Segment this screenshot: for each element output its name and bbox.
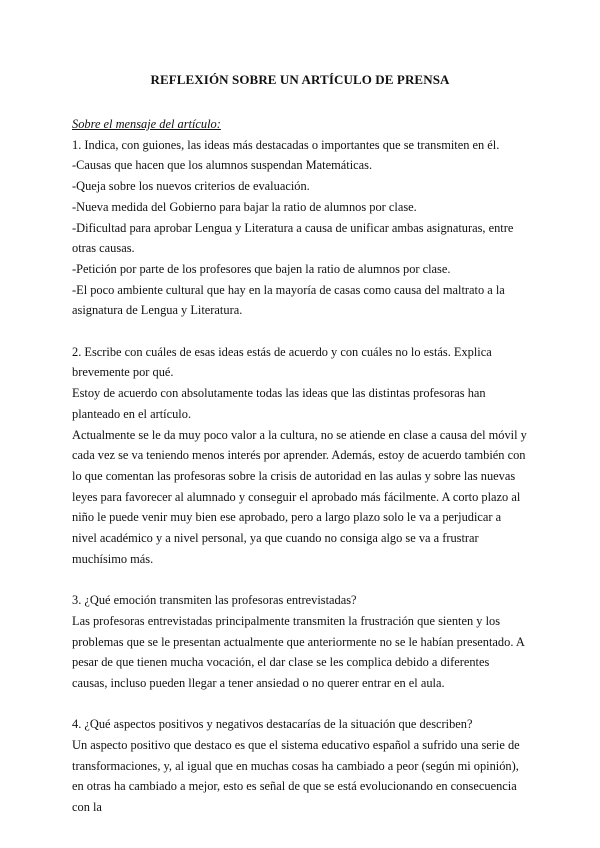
- document-title: REFLEXIÓN SOBRE UN ARTÍCULO DE PRENSA: [150, 72, 450, 87]
- answer-2-paragraph-1: Estoy de acuerdo con absolutamente todas las ideas que las distintas profesoras han planteado en el artículo.: [72, 386, 486, 421]
- answer-3: Las profesoras entrevistadas principalmente transmiten la frustración que sienten y los problemas que se le presentan actualmente que anteriormente no se le habían presentado. A pesar de que tienen mucha vocación, el dar clase se les complica debido a diferentes causas, incluso pueden llegar a tener ansiedad o no querer entrar en el aula.: [72, 613, 525, 690]
- idea-item: -Dificultad para aprobar Lengua y Literatura a causa de unificar ambas asignaturas, entre otras causas.: [72, 220, 514, 256]
- paragraph-gap: [72, 321, 527, 342]
- idea-item: -Nueva medida del Gobierno para bajar la ratio de alumnos por clase.: [72, 199, 417, 214]
- idea-item: -Queja sobre los nuevos criterios de evaluación.: [72, 179, 310, 194]
- question-2: 2. Escribe con cuáles de esas ideas estás de acuerdo y con cuáles no lo estás. Explica brevemente por qué.: [72, 344, 492, 380]
- answer-2-paragraph-2: Actualmente se le da muy poco valor a la cultura, no se atiende en clase a causa del móvil y cada vez se va teniendo menos interés por aprender. Además, estoy de acuerdo también con lo que comentan las profesoras sobre la crisis de autoridad en las aulas y sobre las nuevas leyes para favorecer al alumnado y conseguir el aprobado más fácilmente. A corto plazo al niño le puede venir muy bien ese aprobado, pero a largo plazo solo le va a perjudicar a nivel académico y a nivel personal, ya que cuando no consiga algo se va a frustrar muchísimo más.: [72, 427, 527, 566]
- answer-4: Un aspecto positivo que destaco es que el sistema educativo español a sufrido una serie de transformaciones, y, al igual que en muchas cosas ha cambiado a peor (según mi opinión), en otras ha cambiado a mejor, esto es señal de que se está evolucionando en consecuencia con la: [72, 738, 520, 815]
- section-subtitle: Sobre el mensaje del artículo:: [72, 117, 221, 131]
- idea-item: -El poco ambiente cultural que hay en la mayoría de casas como causa del maltrato a la asignatura de Lengua y Literatura.: [72, 282, 505, 318]
- idea-item: -Causas que hacen que los alumnos suspendan Matemáticas.: [72, 158, 373, 173]
- question-3: 3. ¿Qué emoción transmiten las profesoras entrevistadas?: [72, 593, 357, 608]
- idea-item: -Petición por parte de los profesores que bajen la ratio de alumnos por clase.: [72, 261, 451, 276]
- paragraph-gap: [72, 694, 527, 715]
- question-4: 4. ¿Qué aspectos positivos y negativos destacarías de la situación que describen?: [72, 717, 473, 732]
- paragraph-gap: [72, 569, 527, 590]
- question-1: 1. Indica, con guiones, las ideas más destacadas o importantes que se transmiten en él.: [72, 137, 500, 152]
- document-body: [72, 114, 527, 818]
